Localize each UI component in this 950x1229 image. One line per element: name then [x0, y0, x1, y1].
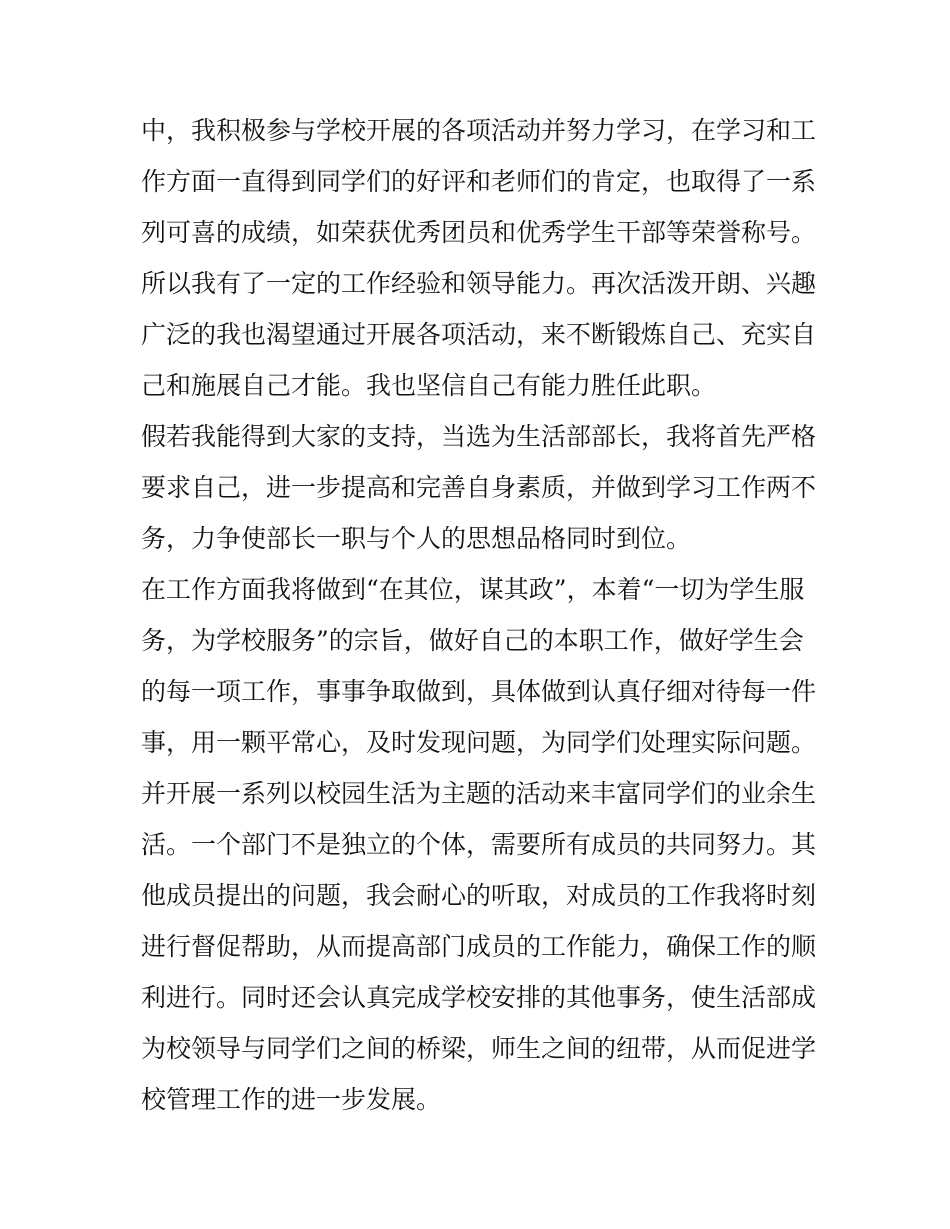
- text-line: 他成员提出的问题，我会耐心的听取，对成员的工作我将时刻: [141, 881, 817, 910]
- body-text: [141, 105, 821, 1125]
- text-line: 为校领导与同学们之间的桥梁，师生之间的纽带，从而促进学: [141, 1034, 817, 1063]
- text-line: 所以我有了一定的工作经验和领导能力。再次活泼开朗、兴趣: [141, 269, 817, 298]
- text-line: 并开展一系列以校园生活为主题的活动来丰富同学们的业余生: [141, 779, 817, 808]
- text-line: 中，我积极参与学校开展的各项活动并努力学习，在学习和工: [141, 116, 817, 145]
- text-line: 要求自己，进一步提高和完善自身素质，并做到学习工作两不: [141, 473, 817, 502]
- text-line: 活。一个部门不是独立的个体，需要所有成员的共同努力。其: [141, 830, 817, 859]
- text-line: 进行督促帮助，从而提高部门成员的工作能力，确保工作的顺: [141, 932, 817, 961]
- text-line: 广泛的我也渴望通过开展各项活动，来不断锻炼自己、充实自: [141, 320, 817, 349]
- text-line: 利进行。同时还会认真完成学校安排的其他事务，使生活部成: [141, 983, 817, 1012]
- text-line: 在工作方面我将做到“在其位，谋其政”，本着“一切为学生服: [141, 575, 805, 604]
- text-line: 己和施展自己才能。我也坚信自己有能力胜任此职。: [141, 371, 717, 400]
- text-line: 列可喜的成绩，如荣获优秀团员和优秀学生干部等荣誉称号。: [141, 218, 817, 247]
- text-line: 务，为学校服务”的宗旨，做好自己的本职工作，做好学生会: [141, 626, 804, 655]
- text-line: 校管理工作的进一步发展。: [141, 1085, 442, 1114]
- text-line: 假若我能得到大家的支持，当选为生活部部长，我将首先严格: [141, 422, 817, 451]
- text-line: 的每一项工作，事事争取做到，具体做到认真仔细对待每一件: [141, 677, 817, 706]
- text-line: 作方面一直得到同学们的好评和老师们的肯定，也取得了一系: [141, 167, 817, 196]
- text-line: 务，力争使部长一职与个人的思想品格同时到位。: [141, 524, 692, 553]
- text-line: 事，用一颗平常心，及时发现问题，为同学们处理实际问题。: [141, 728, 817, 757]
